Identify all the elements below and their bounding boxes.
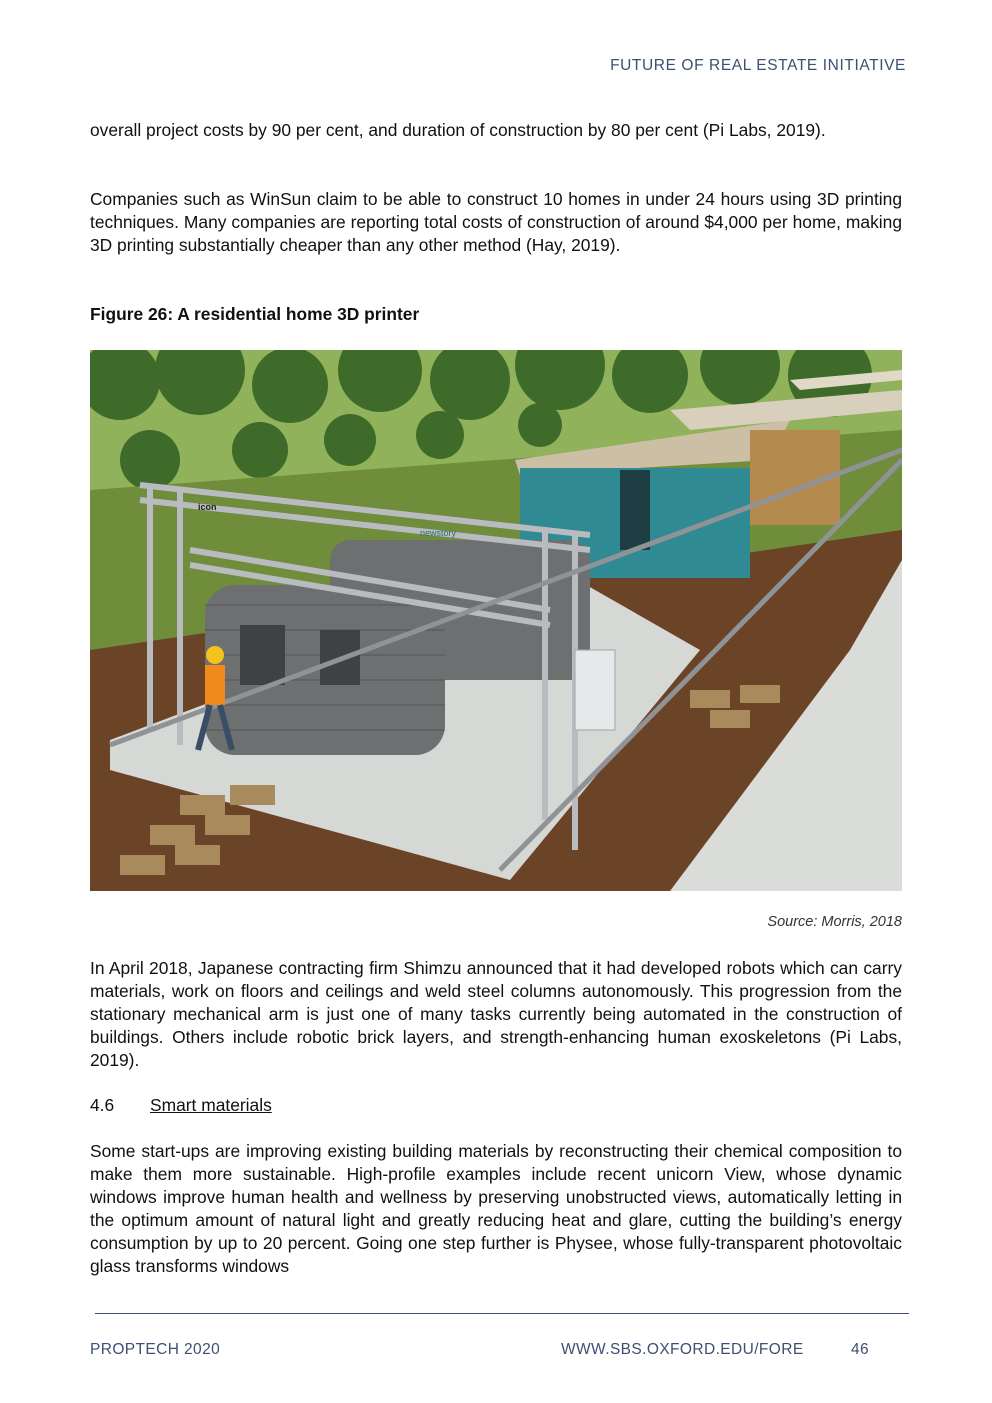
figure-title: Figure 26: A residential home 3D printer (90, 304, 420, 324)
section-title: Smart materials (150, 1095, 272, 1115)
gantry-partner-label: newstory (420, 528, 457, 538)
paragraph-winsun: Companies such as WinSun claim to be able to construct 10 homes in under 24 hours using 3D printing techniques. Many companies are reporting total costs of construction of around $4,000 per home, making 3D printing substantially cheaper than any other method (Hay, 2019). (90, 189, 902, 255)
figure-3d-printer-image (90, 350, 902, 891)
paragraph-costs: overall project costs by 90 per cent, and duration of construction by 80 per cent (Pi Labs, 2019). (90, 120, 826, 140)
running-header: FUTURE OF REAL ESTATE INITIATIVE (610, 57, 906, 74)
footer-publication: PROPTECH 2020 (90, 1341, 221, 1358)
paragraph-smart-materials: Some start-ups are improving existing building materials by reconstructing their chemical composition to make them more sustainable. High-profile examples include recent unicorn View, whose dynamic windows improve human health and wellness by preserving unobstructed views, automatically letting in the optimum amount of natural light and greatly reducing heat and glare, cutting the building’s energy consumption by up to 20 percent. Going one step further is Physee, whose fully-transparent photovoltaic glass transforms windows (90, 1141, 902, 1276)
gantry-brand-label: icon (198, 502, 217, 512)
section-heading (90, 1095, 272, 1116)
footer-divider (95, 1313, 909, 1314)
figure-source: Source: Morris, 2018 (767, 914, 902, 930)
section-number: 4.6 (90, 1095, 115, 1115)
footer-url-link[interactable]: WWW.SBS.OXFORD.EDU/FORE (561, 1341, 804, 1358)
paragraph-shimzu: In April 2018, Japanese contracting firm Shimzu announced that it had developed robots which can carry materials, work on floors and ceilings and weld steel columns autonomously. This progression from the stationary mechanical arm is just one of many tasks currently being automated in the construction of buildings. Others include robotic brick layers, and strength-enhancing human exoskeletons (Pi Labs, 2019). (90, 958, 902, 1070)
page-number: 46 (851, 1341, 870, 1358)
